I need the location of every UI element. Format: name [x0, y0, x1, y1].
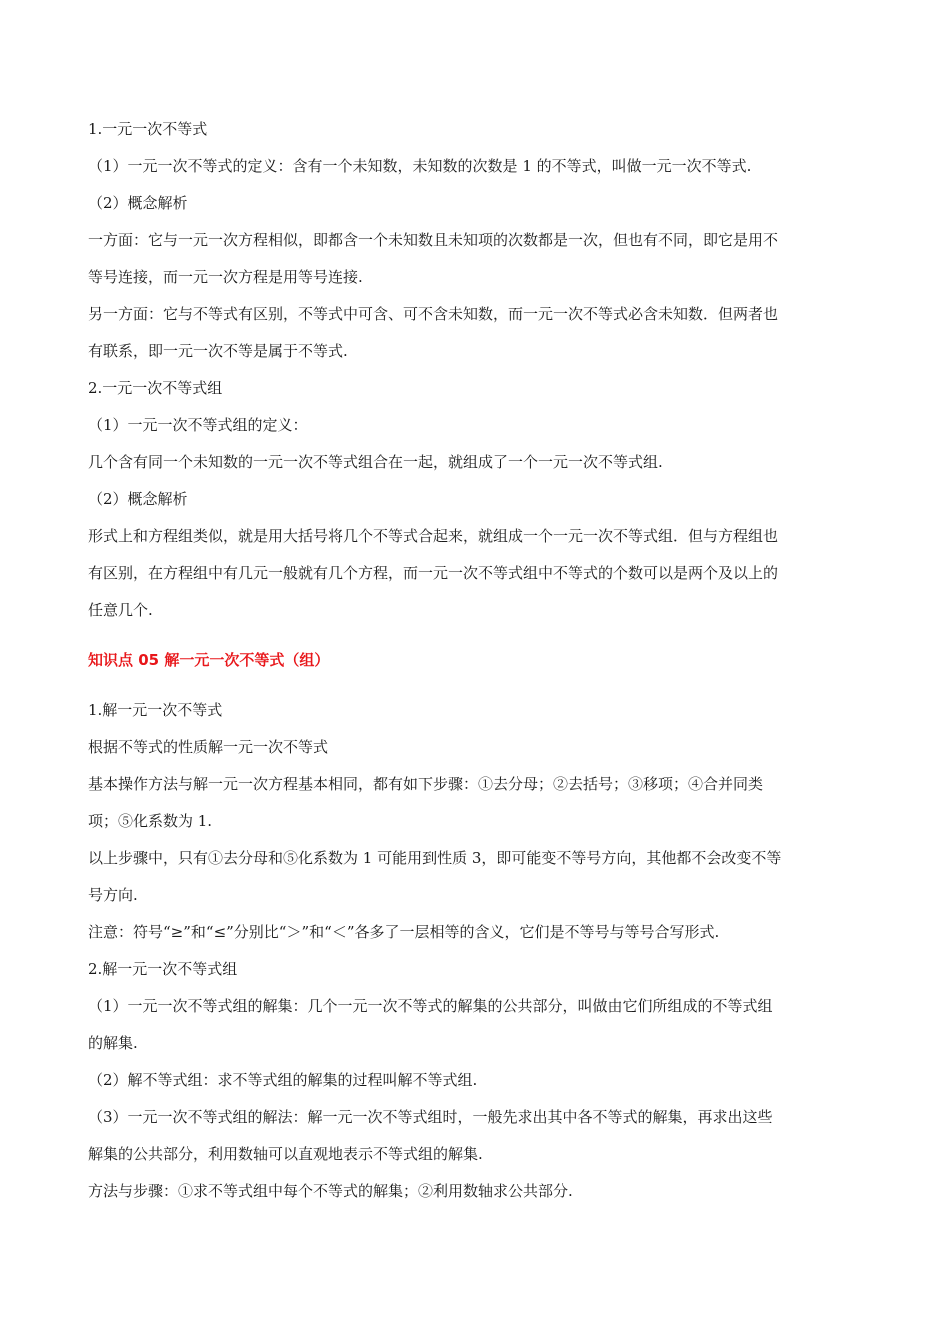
paragraph-line: 解集的公共部分，利用数轴可以直观地表示不等式组的解集. — [88, 1145, 483, 1163]
paragraph-line: （1）一元一次不等式组的解集：几个一元一次不等式的解集的公共部分，叫做由它们所组成的不等式组 — [88, 997, 773, 1015]
paragraph-line: 项；⑤化系数为 1. — [88, 812, 213, 830]
item-title: 2.一元一次不等式组 — [88, 379, 223, 397]
subsection-title: 根据不等式的性质解一元一次不等式 — [88, 738, 329, 756]
paragraph-line: 以上步骤中，只有①去分母和⑤化系数为 1 可能用到性质 3，即可能变不等号方向，其他都不会改变不等 — [88, 849, 782, 867]
paragraph-line: 一方面：它与一元一次方程相似，即都含一个未知数且未知项的次数都是一次，但也有不同，即它是用不 — [88, 231, 779, 249]
subsection-title: （2）概念解析 — [88, 490, 188, 508]
paragraph-line: 号方向. — [88, 886, 138, 904]
subsection-title: （1）一元一次不等式组的定义： — [88, 416, 308, 434]
item-title: 2.解一元一次不等式组 — [88, 960, 238, 978]
paragraph-line: 基本操作方法与解一元一次方程基本相同，都有如下步骤：①去分母；②去括号；③移项；④合并同类 — [88, 775, 764, 793]
attention-line: 注意：符号“≥”和“≤”分别比“＞”和“＜”各多了一层相等的含义，它们是不等号与等号合写形式. — [88, 923, 720, 941]
item-title: 1.解一元一次不等式 — [88, 701, 223, 719]
item-title: 1.一元一次不等式 — [88, 120, 208, 138]
paragraph-line: 形式上和方程组类似，就是用大括号将几个不等式合起来，就组成一个一元一次不等式组．但与方程组也 — [88, 527, 779, 545]
section-heading: 知识点 05 解一元一次不等式（组） — [88, 651, 330, 669]
paragraph-line: 等号连接，而一元一次方程是用等号连接. — [88, 268, 363, 286]
paragraph-line: 有联系，即一元一次不等是属于不等式. — [88, 342, 348, 360]
paragraph-line: （3）一元一次不等式组的解法：解一元一次不等式组时，一般先求出其中各不等式的解集，再求出这些 — [88, 1108, 773, 1126]
paragraph-line: 任意几个. — [88, 601, 153, 619]
paragraph-line: 的解集. — [88, 1034, 138, 1052]
subsection-title: （2）概念解析 — [88, 194, 188, 212]
definition-line: （1）一元一次不等式的定义：含有一个未知数，未知数的次数是 1 的不等式，叫做一元一次不等式. — [88, 157, 752, 175]
paragraph-line: 另一方面：它与不等式有区别，不等式中可含、可不含未知数，而一元一次不等式必含未知数．但两者也 — [88, 305, 779, 323]
paragraph-line: （2）解不等式组：求不等式组的解集的过程叫解不等式组. — [88, 1071, 478, 1089]
paragraph-line: 有区别，在方程组中有几元一般就有几个方程，而一元一次不等式组中不等式的个数可以是两个及以上的 — [88, 564, 779, 582]
definition-line: 几个含有同一个未知数的一元一次不等式组合在一起，就组成了一个一元一次不等式组. — [88, 453, 663, 471]
method-line: 方法与步骤：①求不等式组中每个不等式的解集；②利用数轴求公共部分. — [88, 1182, 573, 1200]
